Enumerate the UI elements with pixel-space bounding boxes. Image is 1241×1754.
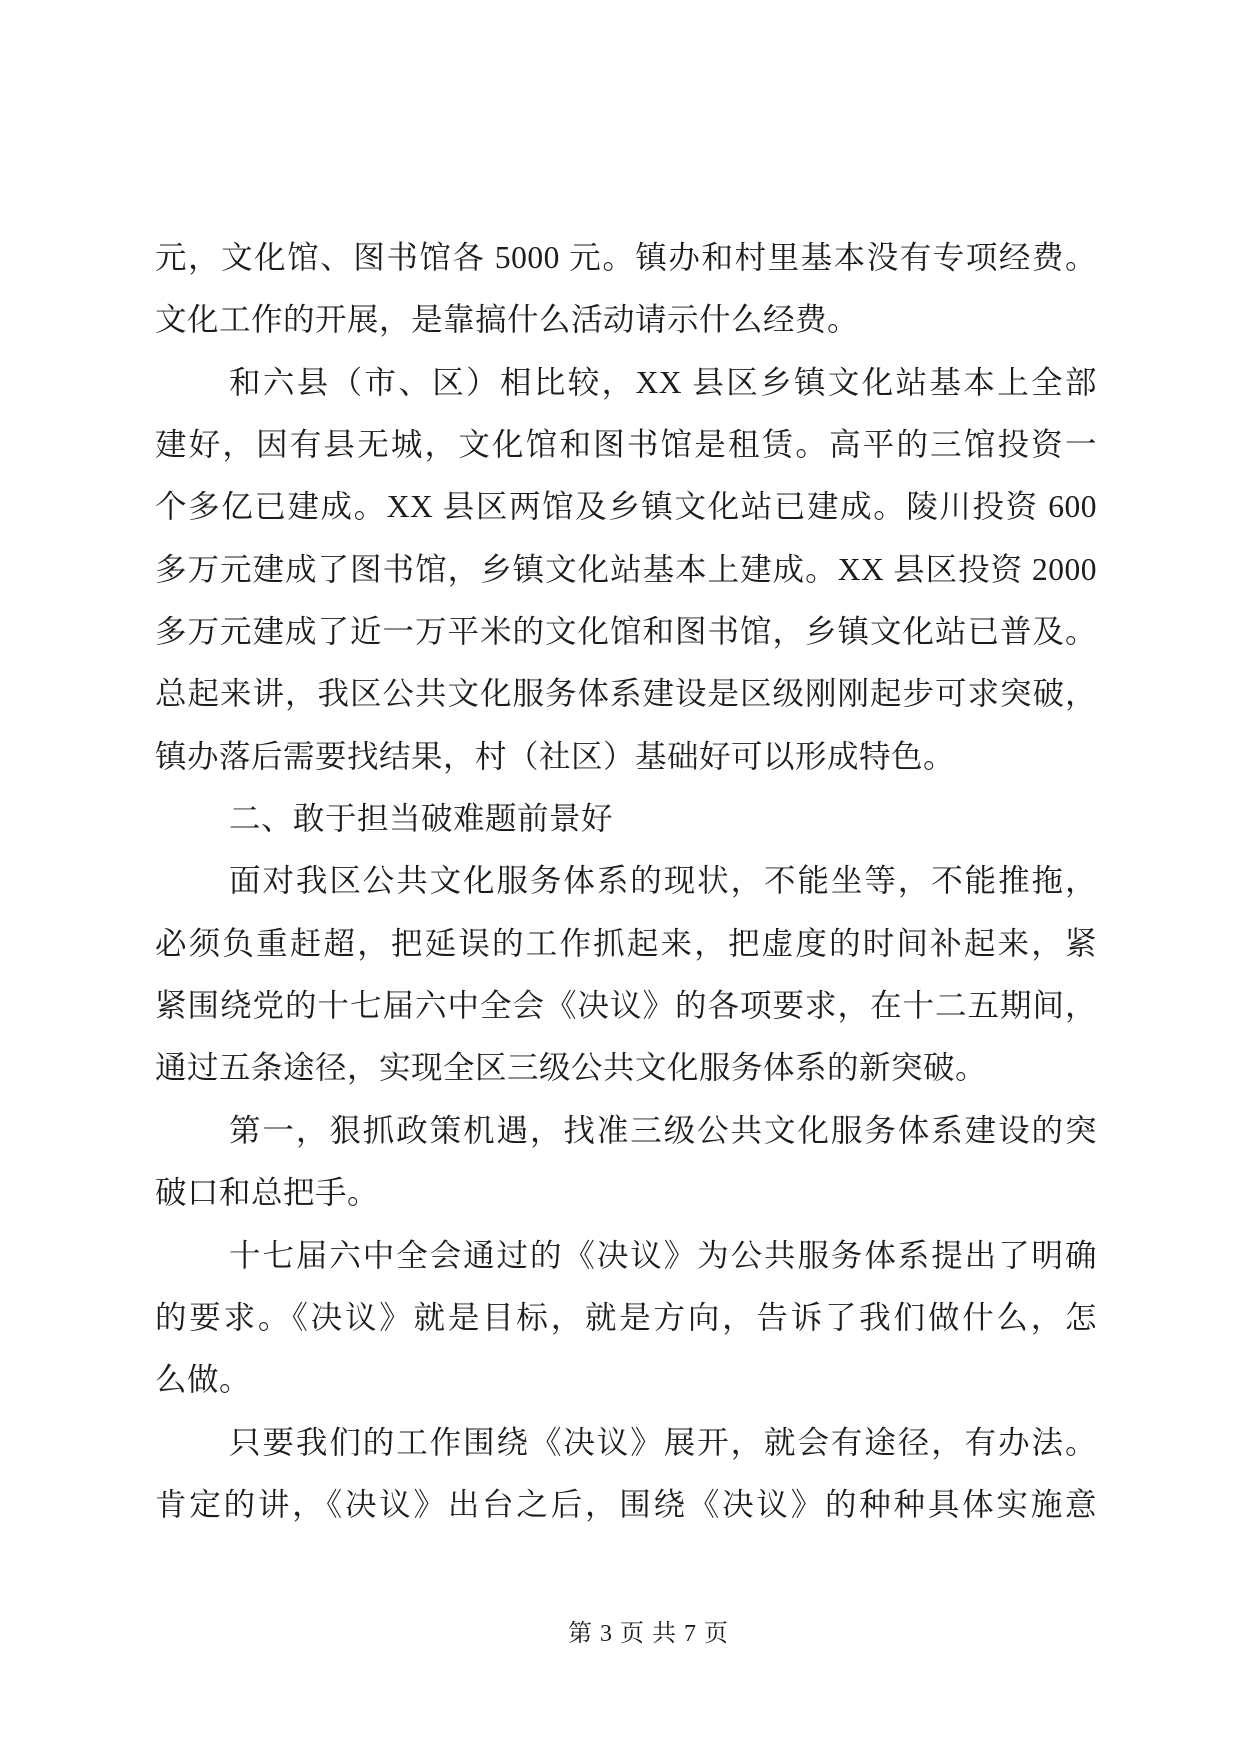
text-line: 二、敢于担当破难题前景好 [229, 801, 614, 837]
text-line: 多万元建成了图书馆，乡镇文化站基本上建成。XX 县区投资 2000 [155, 551, 1097, 587]
text-line: 肯定的讲，《决议》出台之后，围绕《决议》的种种具体实施意 [155, 1486, 1097, 1522]
text-line: 第一，狠抓政策机遇，找准三级公共文化服务体系建设的突 [229, 1112, 1097, 1148]
page-footer: 第 3 页 共 7 页 [568, 1621, 729, 1647]
text-line: 多万元建成了近一万平米的文化馆和图书馆，乡镇文化站已普及。 [155, 614, 1097, 650]
document-lines [155, 227, 1097, 1536]
text-line: 么做。 [155, 1362, 252, 1398]
text-line: 面对我区公共文化服务体系的现状，不能坐等，不能推拖， [229, 863, 1097, 899]
text-line: 的要求。《决议》就是目标，就是方向，告诉了我们做什么，怎 [155, 1299, 1097, 1335]
text-line: 只要我们的工作围绕《决议》展开，就会有途径，有办法。 [229, 1424, 1097, 1460]
text-line: 个多亿已建成。XX 县区两馆及乡镇文化站已建成。陵川投资 600 [155, 489, 1097, 525]
text-line: 元，文化馆、图书馆各 5000 元。镇办和村里基本没有专项经费。 [155, 240, 1097, 275]
text-line: 破口和总把手。 [155, 1175, 380, 1211]
text-line: 总起来讲，我区公共文化服务体系建设是区级刚刚起步可求突破， [155, 676, 1097, 712]
text-line: 十七届六中全会通过的《决议》为公共服务体系提出了明确 [229, 1237, 1097, 1273]
text-line: 和六县（市、区）相比较，XX 县区乡镇文化站基本上全部 [229, 364, 1097, 400]
text-line: 镇办落后需要找结果，村（社区）基础好可以形成特色。 [155, 738, 956, 774]
text-line: 文化工作的开展，是靠搞什么活动请示什么经费。 [155, 302, 860, 338]
text-line: 紧围绕党的十七届六中全会《决议》的各项要求，在十二五期间， [155, 988, 1097, 1024]
text-line: 必须负重赶超，把延误的工作抓起来，把虚度的时间补起来，紧 [155, 925, 1097, 961]
text-line: 通过五条途径，实现全区三级公共文化服务体系的新突破。 [155, 1050, 988, 1086]
text-line: 建好，因有县无城，文化馆和图书馆是租赁。高平的三馆投资一 [155, 427, 1097, 463]
